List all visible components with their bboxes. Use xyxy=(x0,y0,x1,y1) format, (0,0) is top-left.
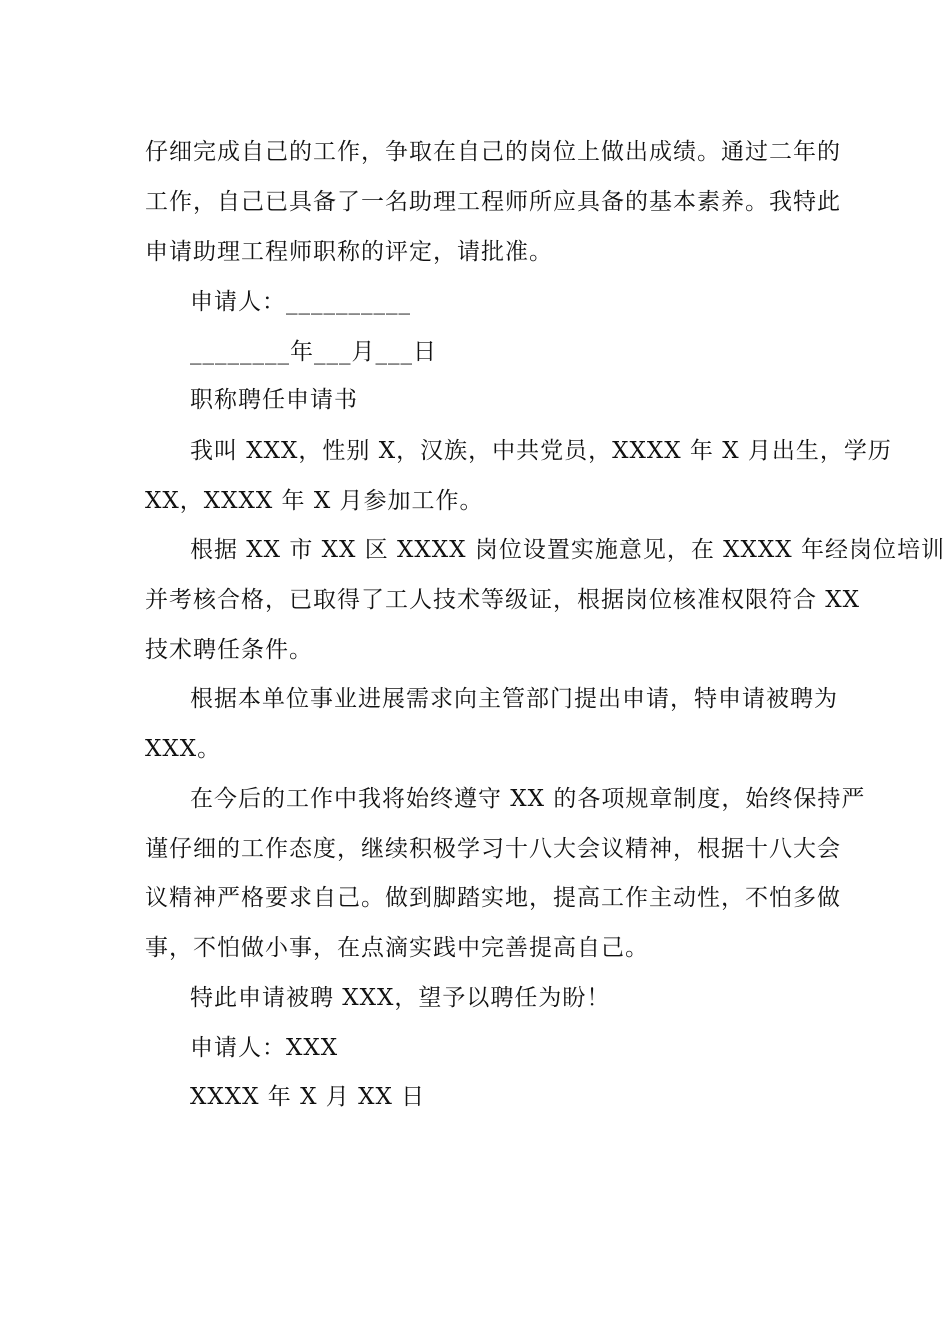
first-date: ________年___月___日 xyxy=(190,339,437,365)
commitment-line-4: 事，不怕做小事，在点滴实践中完善提高自己。 xyxy=(145,935,649,961)
commitment-line-1: 在今后的工作中我将始终遵守 XX 的各项规章制度，始终保持严 xyxy=(190,786,866,812)
commitment-line-3: 议精神严格要求自己。做到脚踏实地，提高工作主动性，不怕多做 xyxy=(145,885,841,911)
second-document-title: 职称聘任申请书 xyxy=(190,387,358,413)
basis-line-2: 并考核合格，已取得了工人技术等级证，根据岗位核准权限符合 XX xyxy=(145,587,861,613)
basis-line-1: 根据 XX 市 XX 区 XXXX 岗位设置实施意见，在 XXXX 年经岗位培训 xyxy=(190,537,945,563)
basis-line-3: 技术聘任条件。 xyxy=(145,637,313,663)
continuation-line-1: 仔细完成自己的工作，争取在自己的岗位上做出成绩。通过二年的 xyxy=(145,139,841,165)
first-signature: 申请人：__________ xyxy=(190,289,411,315)
request-line-2: XXX。 xyxy=(145,736,222,762)
request-line-1: 根据本单位事业进展需求向主管部门提出申请，特申请被聘为 xyxy=(190,686,838,712)
intro-line-1: 我叫 XXX，性别 X，汉族，中共党员，XXXX 年 X 月出生，学历 xyxy=(190,438,892,464)
closing-line: 特此申请被聘 XXX，望予以聘任为盼！ xyxy=(190,985,611,1011)
second-signature: 申请人：XXX xyxy=(190,1035,339,1061)
continuation-line-2: 工作，自己已具备了一名助理工程师所应具备的基本素养。我特此 xyxy=(145,189,841,215)
second-date: XXXX 年 X 月 XX 日 xyxy=(190,1084,426,1110)
intro-line-2: XX，XXXX 年 X 月参加工作。 xyxy=(145,488,484,514)
commitment-line-2: 谨仔细的工作态度，继续积极学习十八大会议精神，根据十八大会 xyxy=(145,836,841,862)
continuation-line-3: 申请助理工程师职称的评定，请批准。 xyxy=(145,239,553,265)
